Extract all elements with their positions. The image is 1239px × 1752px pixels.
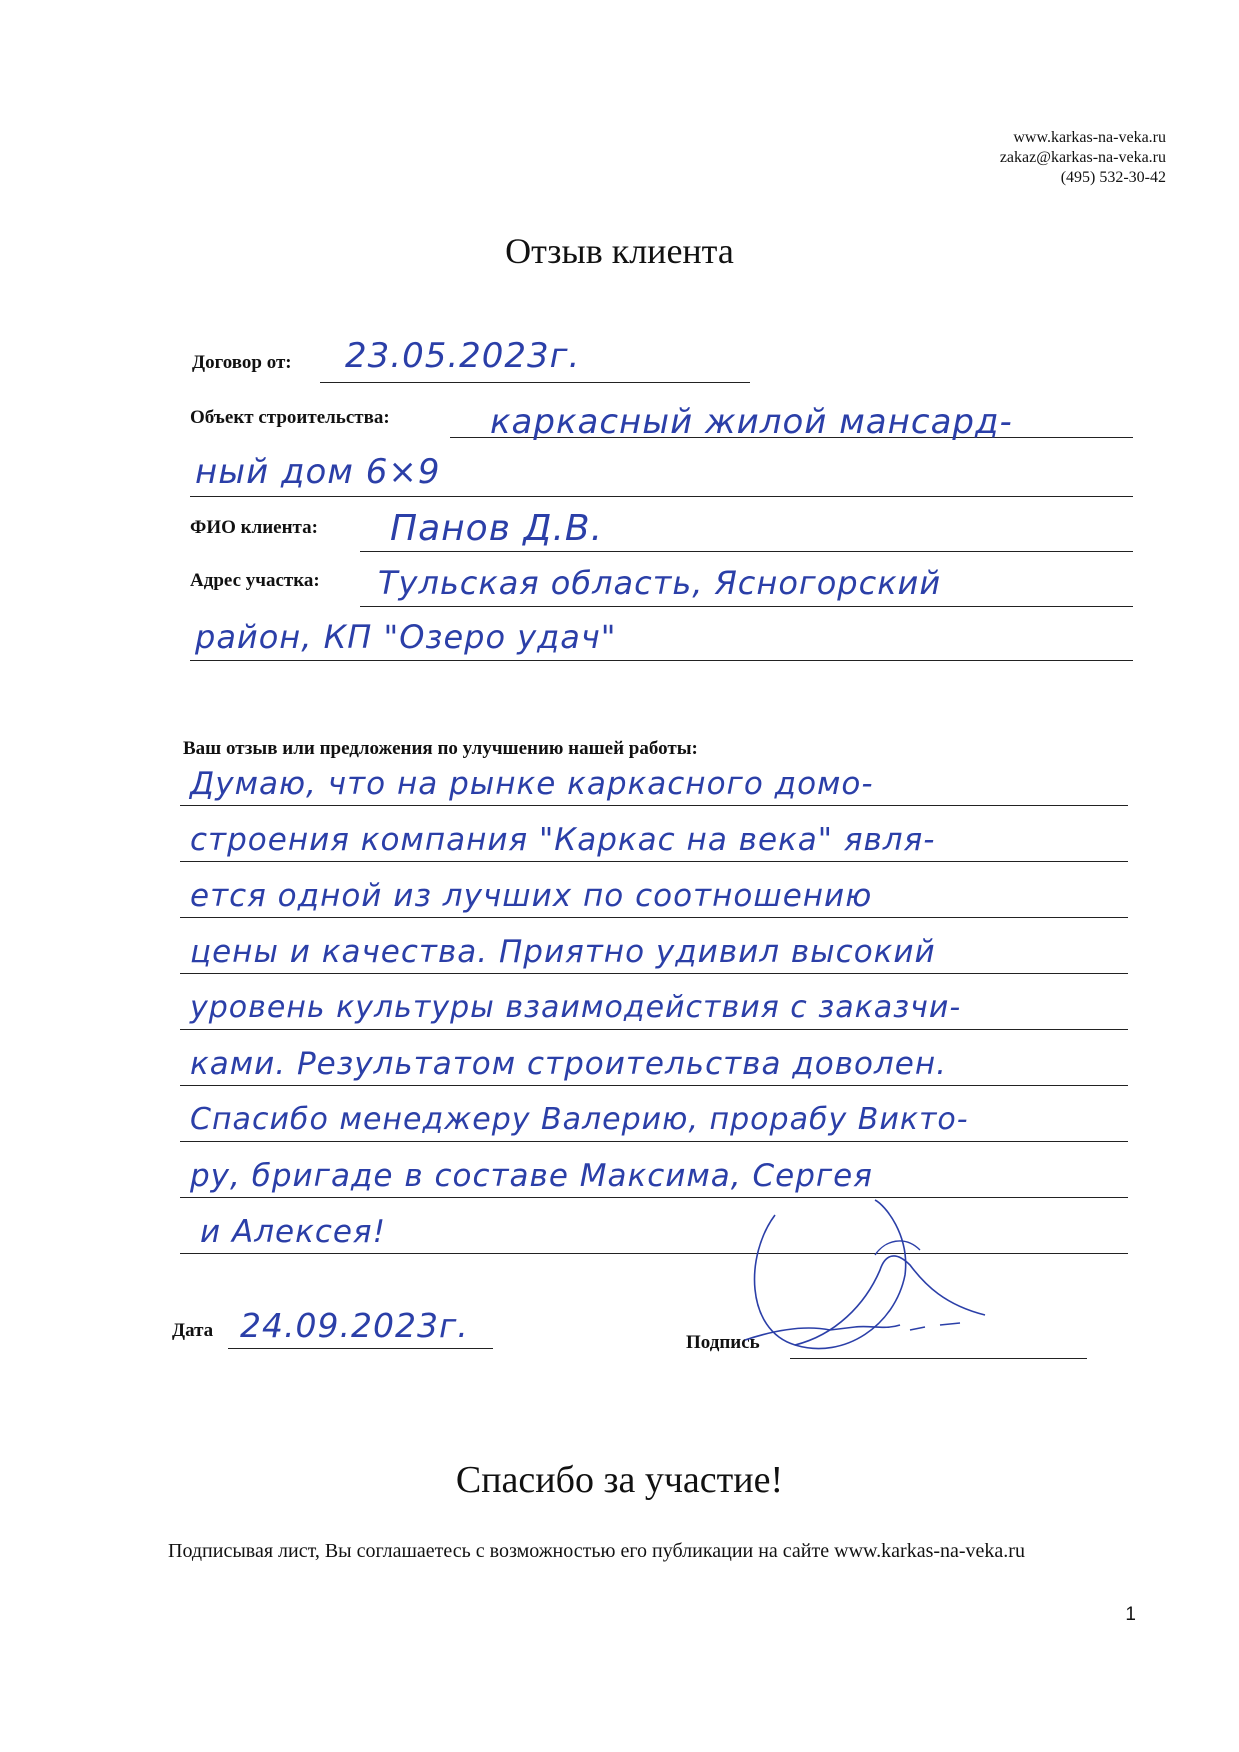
review-line (180, 917, 1128, 918)
review-line (180, 1085, 1128, 1086)
client-label: ФИО клиента: (190, 517, 318, 538)
consent-note: Подписывая лист, Вы соглашаетесь с возможностью его публикации на сайте www.karkas-na-veka.ru (168, 1540, 1025, 1562)
email-link[interactable]: zakaz@karkas-na-veka.ru (999, 149, 1166, 166)
review-line (180, 973, 1128, 974)
date-label: Дата (172, 1320, 214, 1341)
date-line (228, 1348, 493, 1349)
review-text-line: ется одной из лучших по соотношению (190, 878, 873, 914)
handwritten-signature (735, 1195, 1035, 1370)
page-number: 1 (1125, 1604, 1136, 1625)
contract-label: Договор от: (192, 352, 292, 373)
review-line (180, 1141, 1128, 1142)
object-label: Объект строительства: (190, 407, 390, 428)
website-link[interactable]: www.karkas-na-veka.ru (1013, 129, 1166, 146)
address-label: Адрес участка: (190, 570, 320, 591)
client-line (360, 551, 1133, 552)
review-line (180, 805, 1128, 806)
review-text-line: ру, бригаде в составе Максима, Сергея (190, 1158, 873, 1194)
review-text-line: ками. Результатом строительства доволен. (190, 1046, 947, 1082)
review-text-line: Думаю, что на рынке каркасного домо- (190, 766, 874, 802)
client-value: Панов Д.В. (390, 508, 604, 549)
contract-line (320, 382, 750, 383)
object-value-line-1: каркасный жилой мансард- (490, 402, 1013, 442)
review-label: Ваш отзыв или предложения по улучшению нашей работы: (183, 738, 698, 759)
review-text-line: уровень культуры взаимодействия с заказчи- (190, 990, 962, 1025)
address-line-2 (190, 660, 1133, 661)
review-text-line: цены и качества. Приятно удивил высокий (190, 934, 936, 970)
date-value: 24.09.2023г. (240, 1306, 469, 1345)
review-line (180, 861, 1128, 862)
address-line-1 (360, 606, 1133, 607)
page-title: Отзыв клиента (505, 231, 734, 271)
contact-block (1000, 128, 1166, 188)
contract-value: 23.05.2023г. (345, 336, 581, 376)
review-text-line: строения компания "Каркас на века" явля- (190, 822, 936, 858)
review-text-line: и Алексея! (200, 1214, 387, 1250)
review-line (180, 1029, 1128, 1030)
object-line-2 (190, 496, 1133, 497)
review-text-line: Спасибо менеджеру Валерию, прорабу Викто- (190, 1102, 969, 1137)
object-value-line-2: ный дом 6×9 (195, 452, 441, 492)
signature-label: Подпись (686, 1332, 760, 1353)
phone-number: (495) 532-30-42 (1060, 169, 1166, 186)
thanks-heading: Спасибо за участие! (455, 1459, 784, 1501)
address-value-line-1: Тульская область, Ясногорский (378, 564, 942, 602)
address-value-line-2: район, КП "Озеро удач" (195, 618, 617, 656)
